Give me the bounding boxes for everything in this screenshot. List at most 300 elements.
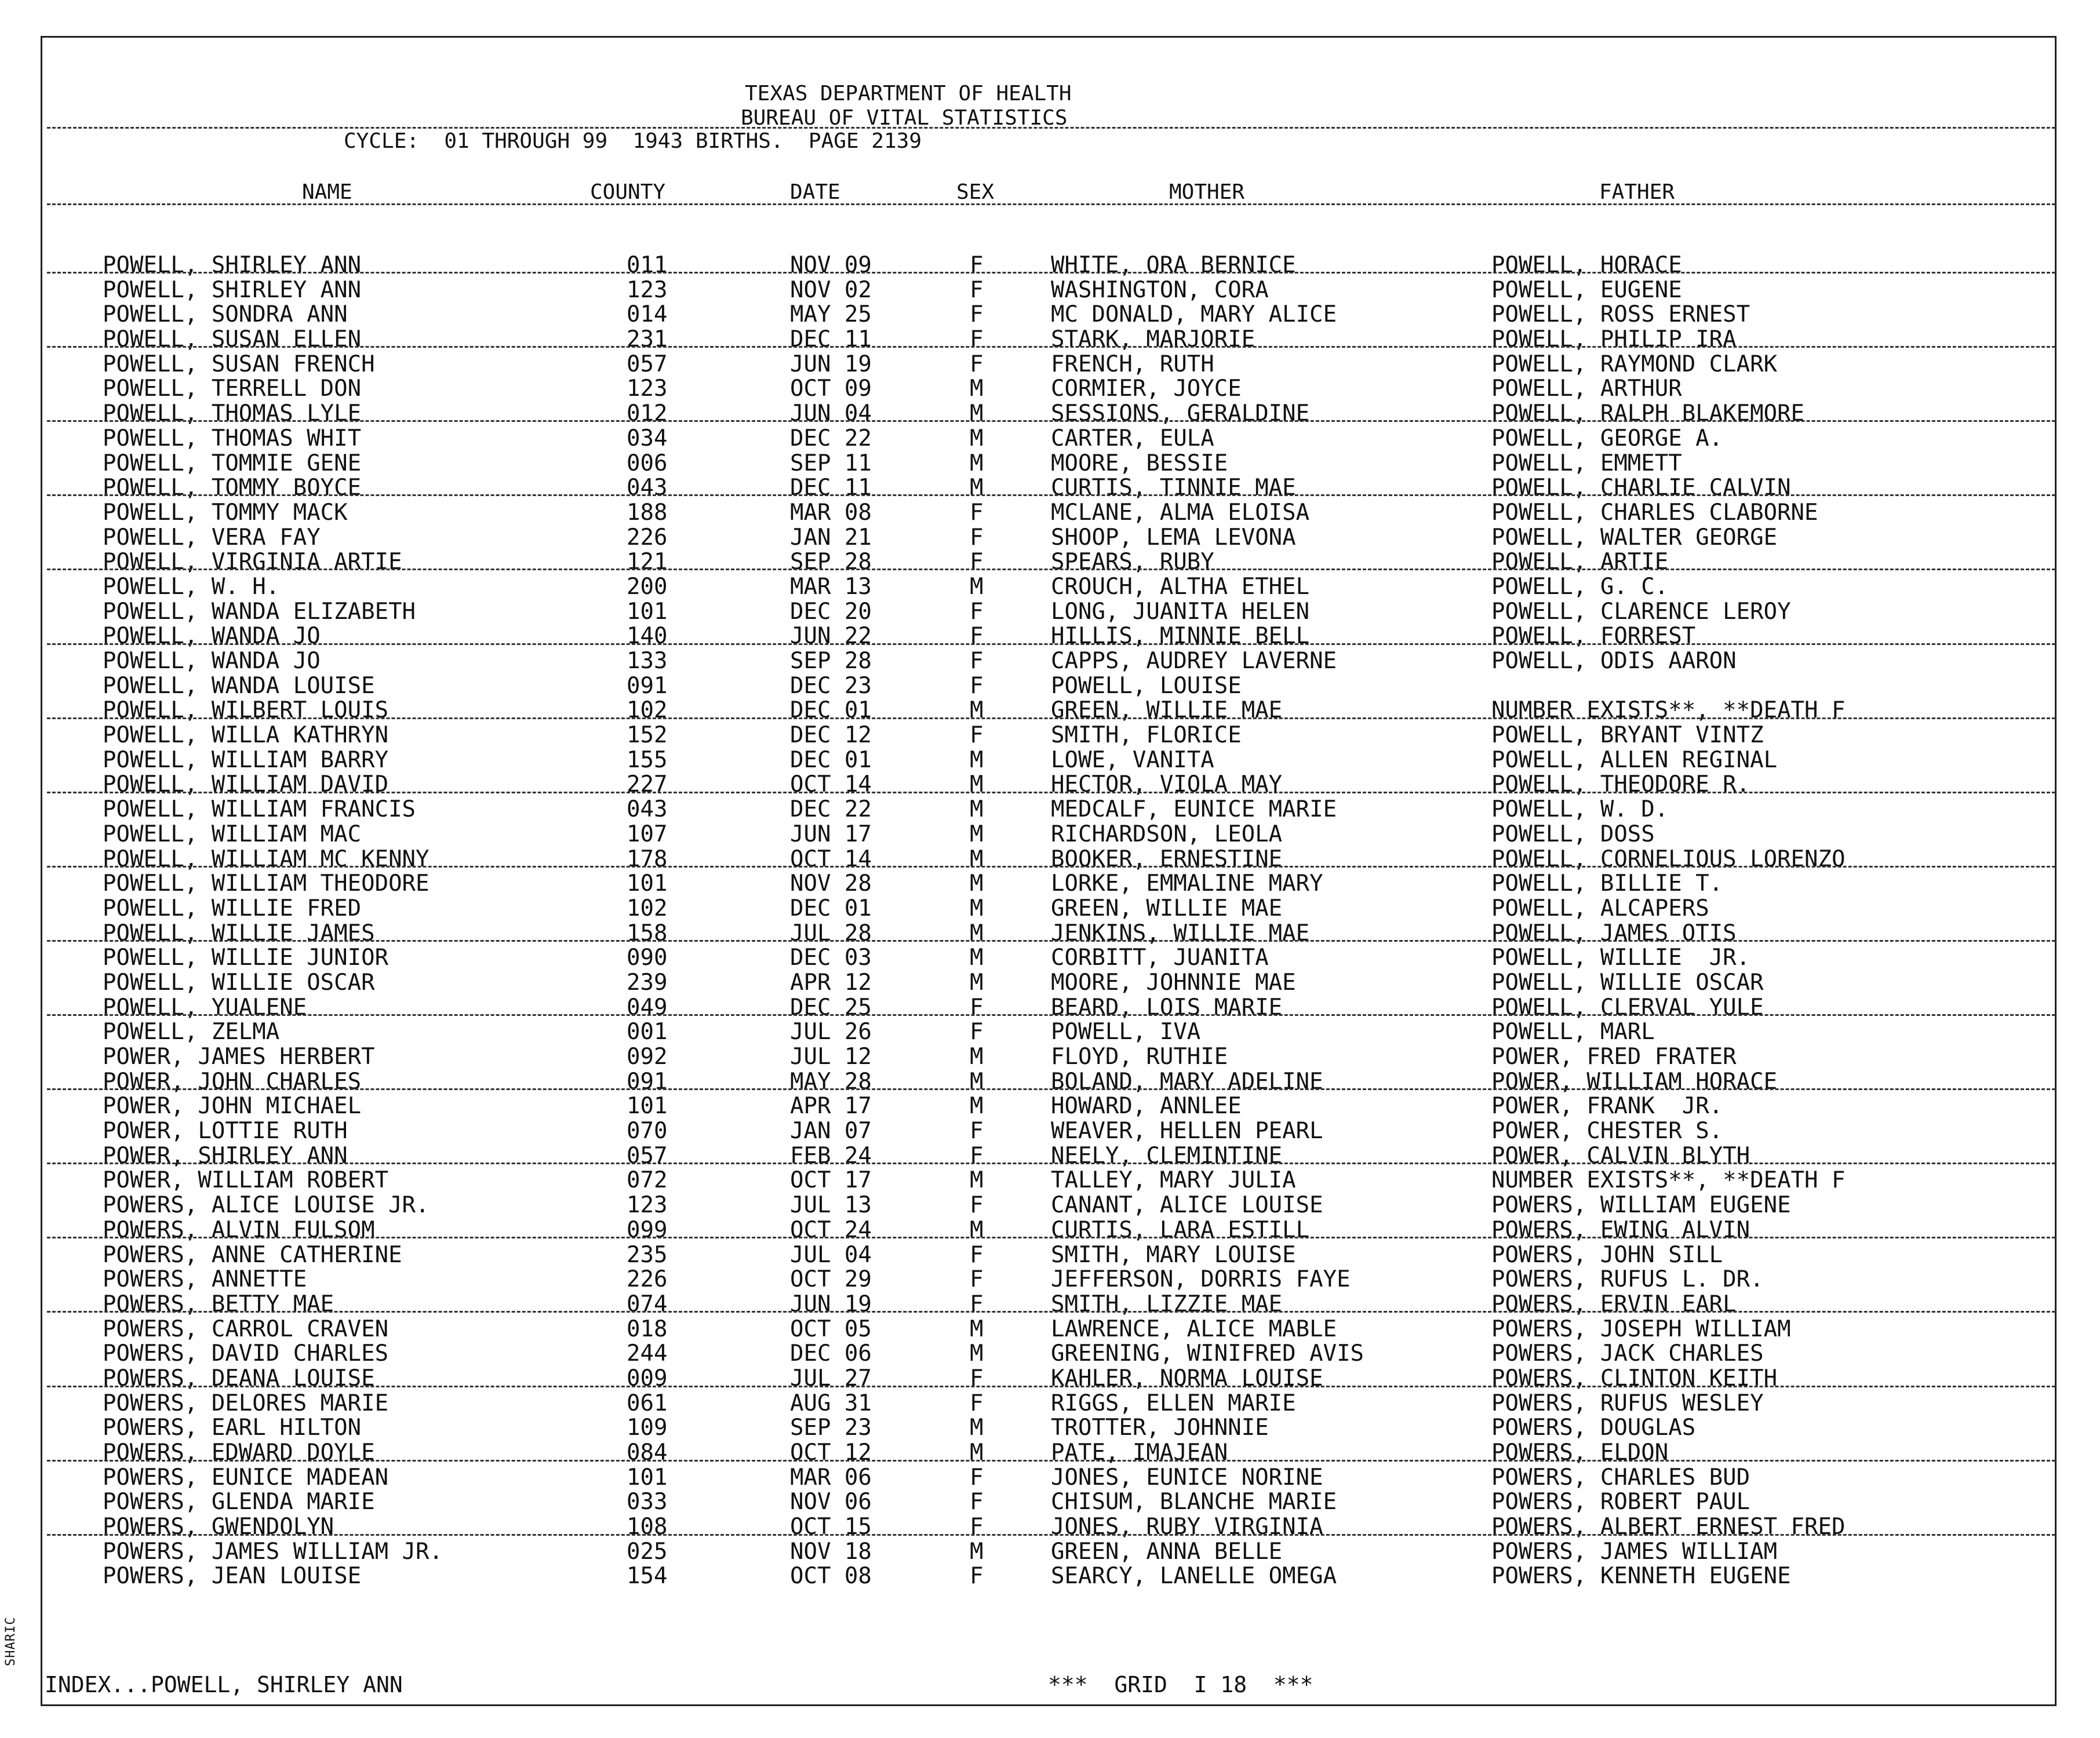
record-mother: KAHLER, NORMA LOUISE: [1051, 1365, 1323, 1391]
record-county: 107: [627, 821, 668, 847]
record-date: MAY 28: [790, 1068, 872, 1095]
record-sex: F: [970, 672, 984, 699]
record-name: POWELL, VIRGINIA ARTIE: [103, 549, 402, 575]
record-county: 009: [627, 1365, 668, 1391]
record-mother: CURTIS, TINNIE MAE: [1051, 475, 1296, 501]
row-guide-line: [47, 1534, 2055, 1536]
record-name: POWELL, WILLIE FRED: [103, 895, 362, 921]
record-mother: WEAVER, HELLEN PEARL: [1051, 1118, 1323, 1145]
record-sex: M: [970, 450, 984, 476]
bureau-title: BUREAU OF VITAL STATISTICS: [741, 106, 1068, 130]
record-sex: F: [970, 623, 984, 650]
record-date: NOV 28: [790, 870, 872, 897]
record-name: POWELL, TOMMIE GENE: [103, 450, 362, 476]
record-county: 155: [627, 746, 668, 773]
record-county: 090: [627, 945, 668, 971]
record-father: POWERS, JACK CHARLES: [1491, 1340, 1764, 1367]
col-father-header: FATHER: [1599, 180, 1675, 204]
record-father: POWERS, JOHN SILL: [1491, 1241, 1723, 1268]
record-mother: CROUCH, ALTHA ETHEL: [1051, 573, 1310, 600]
cycle-line: CYCLE: 01 THROUGH 99 1943 BIRTHS. PAGE 2139: [344, 129, 922, 153]
record-sex: F: [970, 1514, 984, 1540]
record-name: POWERS, ALICE LOUISE JR.: [103, 1192, 430, 1219]
record-date: APR 17: [790, 1093, 872, 1120]
record-father: POWER, CHESTER S.: [1491, 1118, 1723, 1145]
record-county: 011: [627, 252, 668, 278]
record-date: OCT 05: [790, 1316, 872, 1342]
record-county: 101: [627, 1093, 668, 1120]
record-sex: F: [970, 994, 984, 1021]
row-guide-line: [47, 494, 2055, 496]
record-mother: GREEN, ANNA BELLE: [1051, 1538, 1283, 1565]
record-name: POWELL, WILLIAM DAVID: [103, 771, 389, 798]
record-date: OCT 09: [790, 376, 872, 402]
record-father: POWERS, ALBERT ERNEST FRED: [1491, 1514, 1846, 1540]
record-mother: CARTER, EULA: [1051, 425, 1214, 451]
row-guide-line: [47, 420, 2055, 422]
record-father: POWELL, ROSS ERNEST: [1491, 301, 1750, 328]
record-date: JUN 19: [790, 351, 872, 377]
row-guide-line: [47, 643, 2055, 645]
record-county: 123: [627, 1192, 668, 1219]
side-label: SHARIC: [3, 1616, 18, 1666]
record-father: POWELL, ODIS AARON: [1491, 648, 1737, 674]
record-county: 178: [627, 846, 668, 872]
record-county: 227: [627, 771, 668, 798]
record-sex: F: [970, 1291, 984, 1317]
record-mother: JONES, EUNICE NORINE: [1051, 1464, 1323, 1491]
record-date: SEP 11: [790, 450, 872, 476]
record-name: POWELL, WANDA LOUISE: [103, 672, 375, 699]
record-father: POWELL, CORNELIOUS LORENZO: [1491, 846, 1846, 872]
record-sex: F: [970, 1142, 984, 1169]
record-name: POWER, JOHN CHARLES: [103, 1068, 362, 1095]
record-name: POWERS, ANNETTE: [103, 1266, 307, 1293]
record-date: DEC 11: [790, 475, 872, 501]
record-county: 043: [627, 796, 668, 823]
record-name: POWELL, WILLIAM BARRY: [103, 746, 389, 773]
row-guide-line: [47, 792, 2055, 793]
row-guide-line: [47, 940, 2055, 942]
record-father: POWELL, RAYMOND CLARK: [1491, 351, 1778, 377]
record-county: 200: [627, 573, 668, 600]
record-sex: M: [970, 746, 984, 773]
record-father: POWELL, EMMETT: [1491, 450, 1682, 476]
record-date: DEC 12: [790, 722, 872, 749]
record-mother: MEDCALF, EUNICE MARIE: [1051, 796, 1337, 823]
record-county: 101: [627, 1464, 668, 1491]
record-name: POWELL, WILLIAM THEODORE: [103, 870, 430, 897]
record-sex: F: [970, 1019, 984, 1045]
record-date: JUL 26: [790, 1019, 872, 1045]
record-father: POWERS, CHARLES BUD: [1491, 1464, 1750, 1491]
record-sex: M: [970, 425, 984, 451]
record-name: POWERS, ANNE CATHERINE: [103, 1241, 402, 1268]
record-mother: CURTIS, LARA ESTILL: [1051, 1216, 1310, 1243]
record-sex: M: [970, 771, 984, 798]
record-name: POWELL, THOMAS WHIT: [103, 425, 362, 451]
record-county: 239: [627, 969, 668, 996]
record-mother: CORMIER, JOYCE: [1051, 376, 1242, 402]
record-mother: PATE, IMAJEAN: [1051, 1440, 1228, 1466]
record-name: POWELL, WILLIE JUNIOR: [103, 945, 389, 971]
record-father: POWER, FRANK JR.: [1491, 1093, 1723, 1120]
record-sex: M: [970, 573, 984, 600]
record-sex: F: [970, 326, 984, 353]
record-father: POWELL, WILLIE JR.: [1491, 945, 1750, 971]
record-date: JAN 21: [790, 524, 872, 551]
record-father: POWELL, G. C.: [1491, 573, 1669, 600]
record-father: POWER, WILLIAM HORACE: [1491, 1068, 1778, 1095]
record-county: 018: [627, 1316, 668, 1342]
record-date: DEC 22: [790, 425, 872, 451]
record-date: NOV 02: [790, 276, 872, 303]
record-sex: M: [970, 1538, 984, 1565]
record-name: POWELL, WILLIAM FRANCIS: [103, 796, 416, 823]
record-date: OCT 14: [790, 846, 872, 872]
record-name: POWERS, ALVIN FULSOM: [103, 1216, 375, 1243]
record-sex: F: [970, 1489, 984, 1515]
record-father: NUMBER EXISTS**, **DEATH F: [1491, 1167, 1846, 1194]
record-sex: M: [970, 846, 984, 872]
record-date: DEC 06: [790, 1340, 872, 1367]
record-name: POWERS, EUNICE MADEAN: [103, 1464, 389, 1491]
record-date: OCT 17: [790, 1167, 872, 1194]
record-county: 102: [627, 895, 668, 921]
record-father: POWELL, THEODORE R.: [1491, 771, 1750, 798]
record-name: POWERS, EDWARD DOYLE: [103, 1440, 375, 1466]
record-sex: M: [970, 1440, 984, 1466]
record-father: POWELL, CLARENCE LEROY: [1491, 598, 1791, 625]
record-sex: F: [970, 1118, 984, 1145]
record-mother: RICHARDSON, LEOLA: [1051, 821, 1283, 847]
record-county: 152: [627, 722, 668, 749]
record-mother: CAPPS, AUDREY LAVERNE: [1051, 648, 1337, 674]
record-mother: POWELL, LOUISE: [1051, 672, 1242, 699]
record-county: 158: [627, 920, 668, 946]
record-name: POWER, WILLIAM ROBERT: [103, 1167, 389, 1194]
record-father: POWELL, JAMES OTIS: [1491, 920, 1737, 946]
record-mother: SMITH, LIZZIE MAE: [1051, 1291, 1283, 1317]
record-name: POWERS, JAMES WILLIAM JR.: [103, 1538, 443, 1565]
record-father: POWELL, ARTIE: [1491, 549, 1669, 575]
record-date: SEP 23: [790, 1415, 872, 1441]
grid-label: *** GRID I 18 ***: [1048, 1672, 1313, 1697]
record-mother: MOORE, BESSIE: [1051, 450, 1228, 476]
record-mother: CORBITT, JUANITA: [1051, 945, 1269, 971]
record-name: POWELL, SUSAN FRENCH: [103, 351, 375, 377]
record-date: DEC 01: [790, 746, 872, 773]
record-date: DEC 23: [790, 672, 872, 699]
record-father: POWERS, RUFUS L. DR.: [1491, 1266, 1764, 1293]
record-mother: LOWE, VANITA: [1051, 746, 1214, 773]
record-date: JUN 19: [790, 1291, 872, 1317]
record-sex: M: [970, 1044, 984, 1070]
record-mother: LONG, JUANITA HELEN: [1051, 598, 1310, 625]
row-guide-line: [47, 1460, 2055, 1462]
divider: [47, 127, 2055, 129]
record-sex: M: [970, 400, 984, 427]
record-name: POWELL, TOMMY BOYCE: [103, 475, 362, 501]
record-father: POWELL, WALTER GEORGE: [1491, 524, 1778, 551]
record-county: 025: [627, 1538, 668, 1565]
record-mother: WASHINGTON, CORA: [1051, 276, 1269, 303]
record-father: POWELL, FORREST: [1491, 623, 1696, 650]
record-sex: M: [970, 1068, 984, 1095]
record-name: POWELL, TERRELL DON: [103, 376, 362, 402]
record-sex: F: [970, 499, 984, 526]
record-sex: M: [970, 895, 984, 921]
record-father: POWERS, KENNETH EUGENE: [1491, 1563, 1791, 1590]
record-sex: M: [970, 870, 984, 897]
record-father: POWELL, GEORGE A.: [1491, 425, 1723, 451]
record-county: 070: [627, 1118, 668, 1145]
record-father: POWER, CALVIN BLYTH: [1491, 1142, 1750, 1169]
record-county: 123: [627, 276, 668, 303]
record-date: DEC 22: [790, 796, 872, 823]
record-sex: M: [970, 1216, 984, 1243]
record-name: POWELL, VERA FAY: [103, 524, 321, 551]
record-date: OCT 12: [790, 1440, 872, 1466]
record-county: 012: [627, 400, 668, 427]
record-name: POWELL, WILLIE OSCAR: [103, 969, 375, 996]
record-date: OCT 29: [790, 1266, 872, 1293]
record-mother: MC DONALD, MARY ALICE: [1051, 301, 1337, 328]
record-father: POWERS, ROBERT PAUL: [1491, 1489, 1750, 1515]
record-mother: SPEARS, RUBY: [1051, 549, 1214, 575]
row-guide-line: [47, 272, 2055, 274]
row-guide-line: [47, 717, 2055, 719]
record-name: POWELL, WILBERT LOUIS: [103, 697, 389, 724]
record-mother: WHITE, ORA BERNICE: [1051, 252, 1296, 278]
record-mother: BEARD, LOIS MARIE: [1051, 994, 1283, 1021]
record-county: 074: [627, 1291, 668, 1317]
record-father: POWERS, JAMES WILLIAM: [1491, 1538, 1778, 1565]
record-county: 133: [627, 648, 668, 674]
record-county: 091: [627, 1068, 668, 1095]
record-father: POWERS, ERVIN EARL: [1491, 1291, 1737, 1317]
record-date: NOV 09: [790, 252, 872, 278]
record-name: POWERS, JEAN LOUISE: [103, 1563, 362, 1590]
record-sex: M: [970, 1415, 984, 1441]
record-father: POWERS, EWING ALVIN: [1491, 1216, 1750, 1243]
record-date: OCT 24: [790, 1216, 872, 1243]
record-mother: SESSIONS, GERALDINE: [1051, 400, 1310, 427]
col-date-header: DATE: [790, 180, 840, 204]
record-sex: F: [970, 648, 984, 674]
record-name: POWELL, ZELMA: [103, 1019, 280, 1045]
record-sex: F: [970, 1464, 984, 1491]
record-mother: MCLANE, ALMA ELOISA: [1051, 499, 1310, 526]
record-mother: GREENING, WINIFRED AVIS: [1051, 1340, 1364, 1367]
record-county: 091: [627, 672, 668, 699]
record-mother: SMITH, MARY LOUISE: [1051, 1241, 1296, 1268]
record-mother: FLOYD, RUTHIE: [1051, 1044, 1228, 1070]
record-father: POWELL, DOSS: [1491, 821, 1655, 847]
record-name: POWELL, WILLIE JAMES: [103, 920, 375, 946]
record-sex: M: [970, 920, 984, 946]
record-date: MAR 13: [790, 573, 872, 600]
record-mother: SEARCY, LANELLE OMEGA: [1051, 1563, 1337, 1590]
record-sex: M: [970, 1340, 984, 1367]
record-sex: F: [970, 524, 984, 551]
record-sex: F: [970, 1390, 984, 1416]
row-guide-line: [47, 1088, 2055, 1090]
record-sex: F: [970, 252, 984, 278]
record-mother: MOORE, JOHNNIE MAE: [1051, 969, 1296, 996]
record-father: POWER, FRED FRATER: [1491, 1044, 1737, 1070]
record-sex: F: [970, 1365, 984, 1391]
record-county: 101: [627, 598, 668, 625]
record-county: 101: [627, 870, 668, 897]
row-guide-line: [47, 1311, 2055, 1313]
record-sex: M: [970, 1167, 984, 1194]
record-mother: RIGGS, ELLEN MARIE: [1051, 1390, 1296, 1416]
record-father: POWELL, HORACE: [1491, 252, 1682, 278]
record-name: POWERS, DELORES MARIE: [103, 1390, 389, 1416]
record-sex: M: [970, 697, 984, 724]
record-sex: M: [970, 475, 984, 501]
record-mother: HECTOR, VIOLA MAY: [1051, 771, 1283, 798]
record-name: POWER, JAMES HERBERT: [103, 1044, 375, 1070]
record-sex: F: [970, 301, 984, 328]
record-name: POWELL, YUALENE: [103, 994, 307, 1021]
record-date: APR 12: [790, 969, 872, 996]
record-county: 109: [627, 1415, 668, 1441]
record-father: POWELL, WILLIE OSCAR: [1491, 969, 1764, 996]
record-county: 092: [627, 1044, 668, 1070]
record-name: POWELL, SONDRA ANN: [103, 301, 348, 328]
record-father: POWERS, CLINTON KEITH: [1491, 1365, 1778, 1391]
record-mother: POWELL, IVA: [1051, 1019, 1201, 1045]
record-name: POWERS, CARROL CRAVEN: [103, 1316, 389, 1342]
record-date: SEP 28: [790, 648, 872, 674]
record-father: POWELL, RALPH BLAKEMORE: [1491, 400, 1805, 427]
row-guide-line: [47, 1386, 2055, 1387]
record-county: 154: [627, 1563, 668, 1590]
col-county-header: COUNTY: [590, 180, 666, 204]
record-date: JUN 22: [790, 623, 872, 650]
record-name: POWELL, WILLIAM MAC: [103, 821, 362, 847]
record-county: 061: [627, 1390, 668, 1416]
record-mother: CANANT, ALICE LOUISE: [1051, 1192, 1323, 1219]
record-name: POWERS, GLENDA MARIE: [103, 1489, 375, 1515]
record-sex: M: [970, 1093, 984, 1120]
record-father: POWELL, CHARLIE CALVIN: [1491, 475, 1791, 501]
row-guide-line: [47, 569, 2055, 570]
row-guide-line: [47, 1014, 2055, 1016]
record-county: 235: [627, 1241, 668, 1268]
record-mother: TALLEY, MARY JULIA: [1051, 1167, 1296, 1194]
record-name: POWELL, WILLIAM MC KENNY: [103, 846, 430, 872]
record-sex: F: [970, 549, 984, 575]
record-sex: M: [970, 376, 984, 402]
record-father: POWERS, WILLIAM EUGENE: [1491, 1192, 1791, 1219]
record-sex: M: [970, 796, 984, 823]
record-date: JUL 27: [790, 1365, 872, 1391]
name-column: [103, 253, 443, 1589]
header-divider: [47, 203, 2055, 205]
record-date: OCT 08: [790, 1563, 872, 1590]
county-column: [627, 253, 667, 1589]
record-name: POWELL, SUSAN ELLEN: [103, 326, 362, 353]
record-county: 001: [627, 1019, 668, 1045]
record-name: POWELL, THOMAS LYLE: [103, 400, 362, 427]
record-father: POWELL, MARL: [1491, 1019, 1655, 1045]
record-county: 140: [627, 623, 668, 650]
mother-column: [1051, 253, 1364, 1589]
record-date: JUL 04: [790, 1241, 872, 1268]
record-father: POWELL, W. D.: [1491, 796, 1669, 823]
record-county: 014: [627, 301, 668, 328]
record-name: POWELL, SHIRLEY ANN: [103, 252, 362, 278]
record-mother: LORKE, EMMALINE MARY: [1051, 870, 1323, 897]
record-date: NOV 18: [790, 1538, 872, 1565]
record-county: 033: [627, 1489, 668, 1515]
record-county: 226: [627, 524, 668, 551]
record-name: POWERS, BETTY MAE: [103, 1291, 334, 1317]
record-father: [1491, 674, 1845, 699]
record-county: 099: [627, 1216, 668, 1243]
record-county: 188: [627, 499, 668, 526]
record-father: POWELL, BILLIE T.: [1491, 870, 1723, 897]
record-county: 034: [627, 425, 668, 451]
record-father: POWELL, ALLEN REGINAL: [1491, 746, 1778, 773]
record-sex: M: [970, 945, 984, 971]
record-mother: JONES, RUBY VIRGINIA: [1051, 1514, 1323, 1540]
record-date: JUN 17: [790, 821, 872, 847]
record-date: DEC 01: [790, 895, 872, 921]
record-name: POWER, LOTTIE RUTH: [103, 1118, 348, 1145]
sex-column: [970, 253, 983, 1589]
record-father: POWELL, ALCAPERS: [1491, 895, 1709, 921]
record-mother: TROTTER, JOHNNIE: [1051, 1415, 1269, 1441]
record-date: DEC 20: [790, 598, 872, 625]
father-column: [1491, 253, 1845, 1589]
record-date: SEP 28: [790, 549, 872, 575]
record-sex: M: [970, 1316, 984, 1342]
record-sex: F: [970, 1266, 984, 1293]
record-sex: F: [970, 598, 984, 625]
record-county: 084: [627, 1440, 668, 1466]
row-guide-line: [47, 1163, 2055, 1164]
record-name: POWER, JOHN MICHAEL: [103, 1093, 362, 1120]
record-mother: SMITH, FLORICE: [1051, 722, 1242, 749]
record-county: 244: [627, 1340, 668, 1367]
record-sex: F: [970, 1563, 984, 1590]
record-name: POWER, SHIRLEY ANN: [103, 1142, 348, 1169]
record-father: POWELL, ARTHUR: [1491, 376, 1682, 402]
record-name: POWELL, WANDA ELIZABETH: [103, 598, 416, 625]
record-date: MAR 08: [790, 499, 872, 526]
record-mother: BOOKER, ERNESTINE: [1051, 846, 1283, 872]
record-date: DEC 11: [790, 326, 872, 353]
record-father: POWELL, BRYANT VINTZ: [1491, 722, 1764, 749]
record-father: POWELL, PHILIP IRA: [1491, 326, 1737, 353]
record-mother: FRENCH, RUTH: [1051, 351, 1214, 377]
record-county: 006: [627, 450, 668, 476]
record-county: 057: [627, 1142, 668, 1169]
col-sex-header: SEX: [956, 180, 995, 204]
record-sex: F: [970, 351, 984, 377]
record-date: AUG 31: [790, 1390, 872, 1416]
record-name: POWELL, W. H.: [103, 573, 280, 600]
record-sex: M: [970, 821, 984, 847]
record-date: FEB 24: [790, 1142, 872, 1169]
record-county: 043: [627, 475, 668, 501]
record-date: JUN 04: [790, 400, 872, 427]
record-county: 121: [627, 549, 668, 575]
